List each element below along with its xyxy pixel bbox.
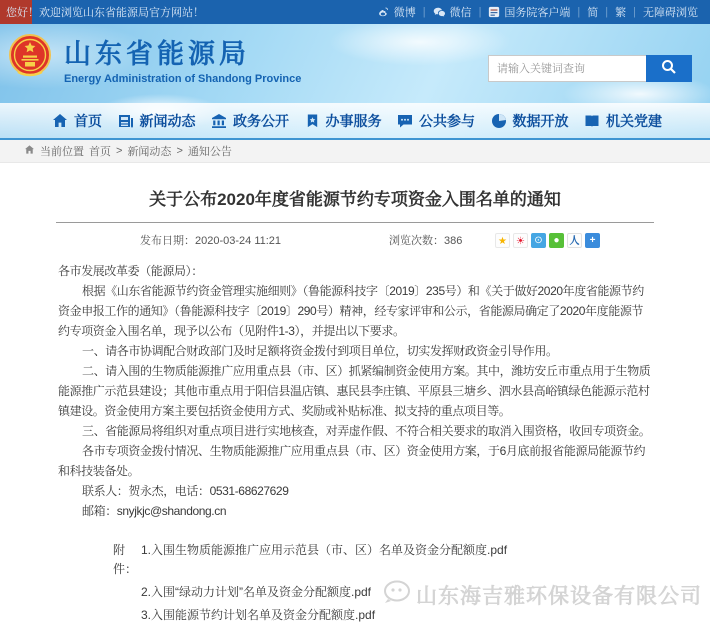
paragraph: 各市专项资金拨付情况、生物质能源推广应用重点县（市、区）资金使用方案，于6月底前报省能源局能源节约和科技装备处。	[58, 444, 646, 478]
views-count: 386	[444, 235, 463, 247]
book-icon	[584, 113, 600, 129]
attachment-link-1[interactable]: 1.入围生物质能源推广应用示范县（市、区）名单及资金分配额度.pdf	[141, 543, 508, 557]
search-icon	[661, 59, 677, 78]
more-share-icon[interactable]: +	[585, 233, 600, 248]
paragraph: 二、请入围的生物质能源推广应用重点县（市、区）抓紧编制资金使用方案。其中，潍坊安丘市重点用于生物质能源推广示范县建设；其他市重点用于阳信县温店镇、惠民县李庄镇、平原县三塘乡、泗水县高峪镇绿色能源示范村镇建设。资金使用方案主要包括资金使用方式、奖励或补贴标准、拟支持的重点项目等。	[58, 364, 651, 418]
weibo-icon	[378, 6, 390, 18]
breadcrumb-item-home[interactable]: 首页	[89, 146, 111, 158]
top-utility-bar: 您好！欢迎浏览山东省能源局官方网站！ 微博 | 微信 | 国务院客户端 | 简 | 繁 | 无障碍浏览	[0, 0, 710, 24]
news-icon	[118, 113, 134, 129]
share-toolbar	[495, 233, 600, 248]
tencent-weibo-icon[interactable]: ⊙	[531, 233, 546, 248]
nav-item-party-building[interactable]: 机关党建	[584, 111, 662, 131]
publish-date: 2020-03-24 11:21	[195, 235, 282, 247]
wechat-icon	[433, 7, 446, 18]
national-emblem-icon	[8, 32, 52, 85]
org-name-english: Energy Administration of Shandong Province	[64, 73, 302, 85]
views-label: 浏览次数：	[389, 235, 445, 247]
gov-client-link[interactable]: 国务院客户端	[488, 4, 570, 20]
nav-item-gov-affairs[interactable]: 政务公开	[211, 111, 289, 131]
breadcrumb-home-icon	[24, 144, 35, 158]
renren-icon[interactable]: 人	[567, 233, 582, 248]
nav-item-home[interactable]: 首页	[52, 111, 102, 131]
accessibility-link[interactable]: 无障碍浏览	[643, 7, 698, 19]
salutation: 各市发展改革委（能源局）：	[58, 264, 203, 278]
welcome-text: 您好！欢迎浏览山东省能源局官方网站！	[6, 7, 204, 19]
attachment-link-3[interactable]: 3.入围能源节约计划名单及资金分配额度.pdf	[141, 608, 376, 622]
header-banner	[0, 24, 710, 140]
breadcrumb-item-notices[interactable]: 通知公告	[187, 146, 232, 158]
article-title: 关于公布2020年度省能源节约专项资金入围名单的通知	[149, 190, 561, 209]
gov-client-icon	[488, 6, 500, 18]
favorite-star-icon[interactable]: ★	[495, 233, 510, 248]
watermark-company-name: 山东海吉雅环保设备有限公司	[416, 585, 702, 608]
main-navigation	[0, 103, 710, 140]
weibo-link[interactable]: 微博	[378, 4, 416, 20]
simplified-chinese-toggle[interactable]: 简	[587, 7, 599, 19]
article-content	[0, 163, 710, 625]
nav-item-open-data[interactable]: 数据开放	[491, 111, 569, 131]
nav-item-news[interactable]: 新闻动态	[118, 111, 196, 131]
publish-date-label: 发布日期：	[140, 235, 195, 247]
org-name: 山东省能源局	[64, 39, 250, 69]
breadcrumb-location-label: 当前位置	[40, 146, 84, 158]
contact-person: 联系人：贺永杰，电话：0531-68627629	[82, 484, 289, 498]
traditional-chinese-toggle[interactable]: 繁	[615, 7, 627, 19]
badge-icon	[305, 113, 320, 129]
attachment-link-2[interactable]: 2.入围“绿动力计划”名单及资金分配额度.pdf	[141, 585, 372, 599]
wechat-share-icon[interactable]: ●	[549, 233, 564, 248]
company-watermark	[382, 579, 702, 611]
breadcrumb-item-news[interactable]: 新闻动态	[127, 146, 172, 158]
site-logo[interactable]	[8, 32, 301, 85]
nav-item-participation[interactable]: 公共参与	[397, 111, 475, 131]
paragraph: 一、请各市协调配合财政部门及时足额将资金拨付到项目单位，切实发挥财政资金引导作用。	[82, 344, 558, 358]
sina-weibo-icon[interactable]: ☀	[513, 233, 528, 248]
chat-icon	[397, 113, 413, 129]
search-input[interactable]	[488, 55, 646, 82]
breadcrumb: 当前位置 首页 > 新闻动态 > 通知公告	[0, 140, 710, 163]
wechat-link[interactable]: 微信	[433, 4, 472, 20]
home-icon	[52, 113, 68, 129]
gov-building-icon	[211, 113, 227, 129]
paragraph: 根据《山东省能源节约资金管理实施细则》（鲁能源科技字〔2019〕235号）和《关于做好2020年度省能源节约资金申报工作的通知》（鲁能源科技字〔2019〕290号）精神，经专家评审和公示，省能源局确定了2020年度能源节约专项资金入围名单，现予以公布（见附件1-3），并提出以下要求。	[58, 284, 644, 338]
pie-chart-icon	[491, 113, 507, 129]
search-button[interactable]	[646, 55, 692, 82]
nav-item-services[interactable]: 办事服务	[305, 111, 382, 131]
paragraph: 三、省能源局将组织对重点项目进行实地核查，对弄虚作假、不符合相关要求的取消入围资格，收回专项资金。	[82, 424, 651, 438]
article-body	[58, 261, 652, 521]
attachments-label: 附件：	[113, 543, 138, 576]
contact-email: 邮箱：snyjkjc@shandong.cn	[82, 504, 227, 518]
article-meta	[0, 223, 710, 248]
watermark-bubble-icon	[382, 579, 412, 611]
site-search	[488, 55, 692, 82]
